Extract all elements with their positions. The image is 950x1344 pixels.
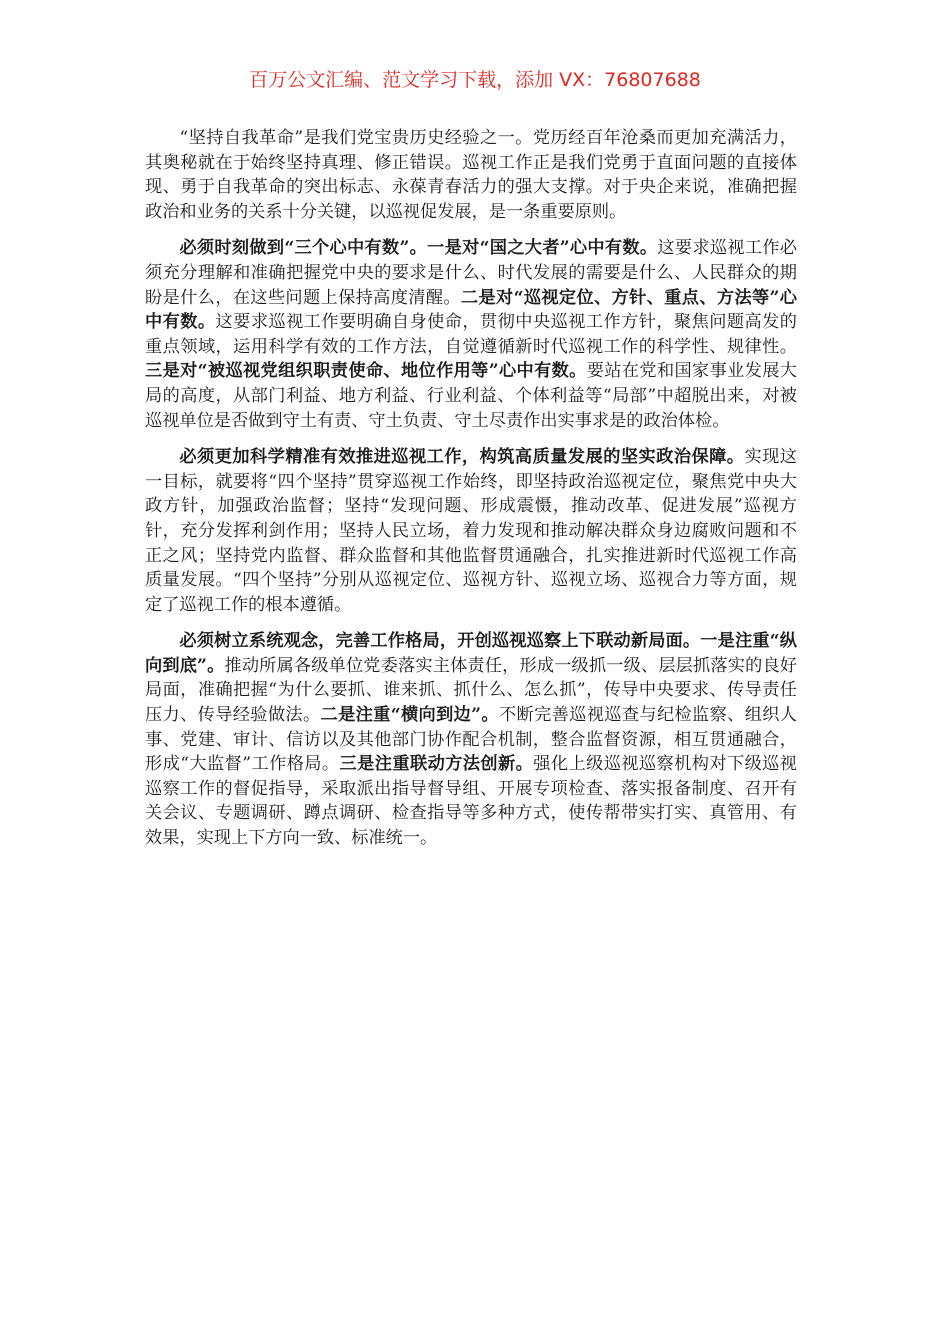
bold-heading-run: 二是注重“横向到边”。 [320,705,499,726]
paragraph-2 [145,236,797,433]
paragraph-3 [145,445,797,617]
paragraph-1 [145,126,797,224]
text-run: 要站在党和国家事业发展大局的高度，从部门利益、地方利益、行业利益、个体利益等“局部”中超脱出来，对被巡视单位是否做到守土有责、守土负责、守土尽责作出实事求是的政治体检。 [145,361,797,431]
text-run: 这要求巡视工作要明确自身使命，贯彻中央巡视工作方针，聚焦问题高发的重点领域，运用科学有效的工作方法，自觉遵循新时代巡视工作的科学性、规律性。 [145,312,797,357]
text-run: 不断完善巡视巡查与纪检监察、组织人事、党建、审计、信访以及其他部门协作配合机制，整合监督资源，相互贯通融合，形成“大监督”工作格局。 [145,705,797,775]
document-body [145,126,797,863]
paragraph-4 [145,629,797,850]
bold-heading-run: 三是对“被巡视党组织职责使命、地位作用等”心中有数。 [145,361,587,382]
bold-heading-run: 二是对“巡视定位、方针、重点、方法等”心中有数。 [145,287,797,333]
bold-heading-run: 必须树立系统观念，完善工作格局，开创巡视巡察上下联动新局面。一是注重“纵向到底”。 [145,631,797,676]
bold-heading-run: 必须时刻做到“三个心中有数”。一是对“国之大者”心中有数。 [179,238,658,259]
watermark-header: 百万公文汇编、范文学习下载，添加 VX：76807688 [249,69,701,91]
text-run: “坚持自我革命”是我们党宝贵历史经验之一。党历经百年沧桑而更加充满活力，其奥秘就在于始终坚持真理、修正错误。巡视工作正是我们党勇于直面问题的直接体现、勇于自我革命的突出标志、永葆青春活力的强大支撑。对于央企来说，准确把握政治和业务的关系十分关键，以巡视促发展，是一条重要原则。 [145,128,797,222]
bold-heading-run: 三是注重联动方法创新。 [339,754,534,775]
text-run: 推动所属各级单位党委落实主体责任，形成一级抓一级、层层抓落实的良好局面，准确把握“为什么要抓、谁来抓、抓什么、怎么抓”，传导中央要求、传导责任压力、传导经验做法。 [145,655,797,726]
text-run: 实现这一目标，就要将“四个坚持”贯穿巡视工作始终，即坚持政治巡视定位，聚焦党中央大政方针，加强政治监督；坚持“发现问题、形成震慑，推动改革、促进发展”巡视方针，充分发挥利剑作用；坚持人民立场，着力发现和推动解决群众身边腐败问题和不正之风；坚持党内监督、群众监督和其他监督贯通融合，扎实推进新时代巡视工作高质量发展。“四个坚持”分别从巡视定位、巡视方针、巡视立场、巡视合力等方面，规定了巡视工作的根本遵循。 [145,447,797,615]
bold-heading-run: 必须更加科学精准有效推进巡视工作，构筑高质量发展的坚实政治保障。 [179,447,745,468]
text-run: 强化上级巡视巡察机构对下级巡视巡察工作的督促指导，采取派出指导督导组、开展专项检查、落实报备制度、召开有关会议、专题调研、蹲点调研、检查指导等多种方式，使传帮带实打实、真管用、有效果，实现上下方向一致、标准统一。 [145,754,797,849]
text-run: 这要求巡视工作必须充分理解和准确把握党中央的要求是什么、时代发展的需要是什么、人民群众的期盼是什么，在这些问题上保持高度清醒。 [145,238,797,308]
